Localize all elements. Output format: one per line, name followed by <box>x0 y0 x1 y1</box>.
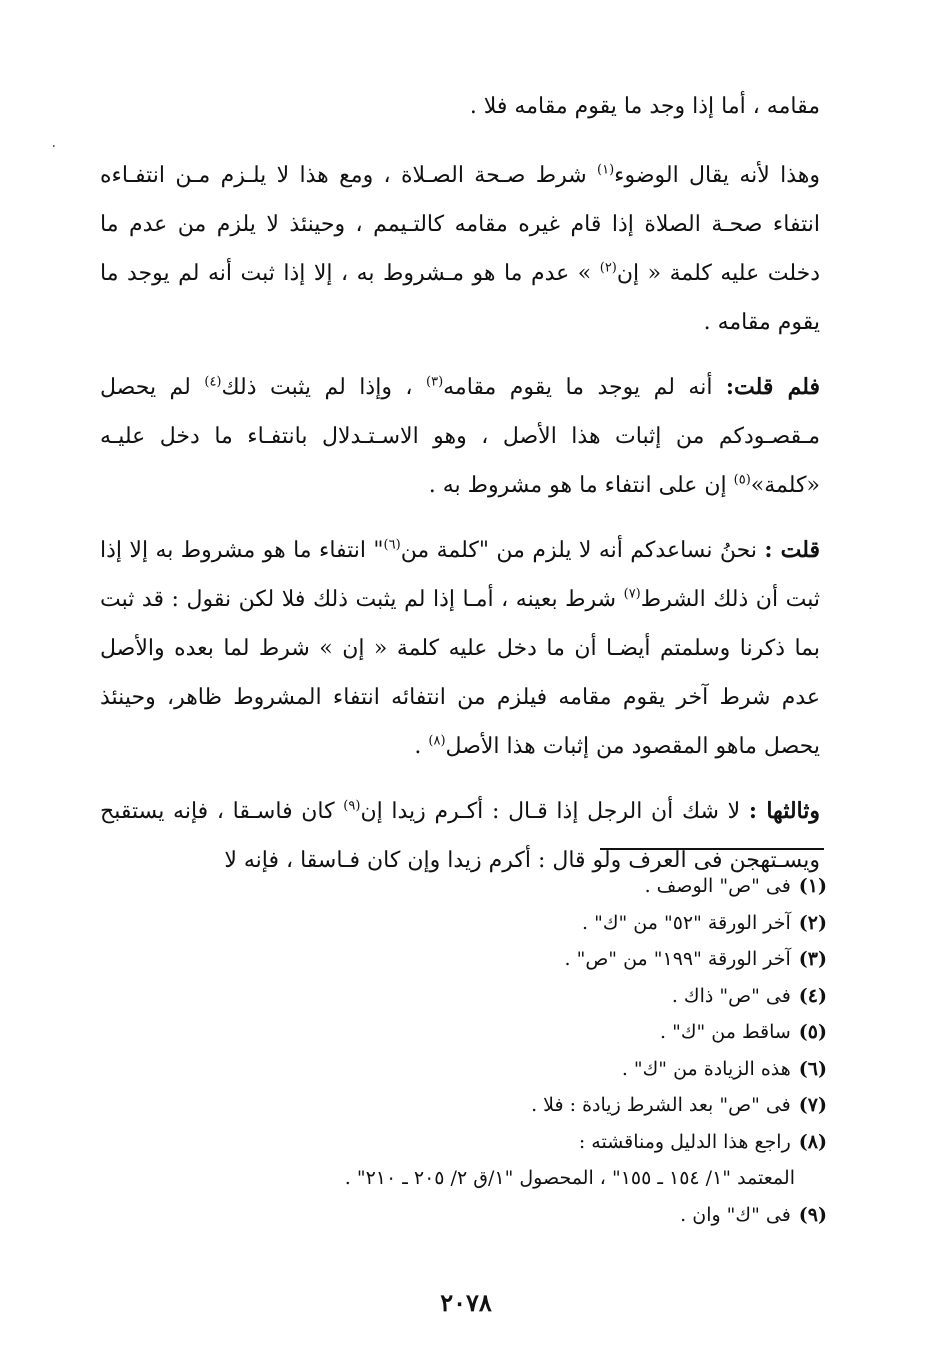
paragraph-text: . <box>414 734 429 759</box>
footnote-number: (٦) <box>798 1057 827 1080</box>
paragraph-text: إن على انتفاء ما هو مشروط به . <box>428 473 734 498</box>
footnote-number: (٧) <box>798 1094 827 1116</box>
footnote-number: (٣) <box>798 948 827 970</box>
footnote-text: المعتمد "١/ ١٥٤ ـ ١٥٥" ، المحصول "١/ق ٢/ ٢٠٥ ـ ٢١٠" . <box>344 1167 795 1189</box>
paragraph-text: لم يحصل مـقصـودكم من إثبات هذا الأصل ، وهو الاسـتـدلال بانتفـاء ما دخل عليـه «كلمة» <box>100 375 820 498</box>
paragraph-1 <box>100 82 820 131</box>
paragraph-3 <box>100 363 820 510</box>
footnote-item <box>107 905 827 942</box>
footnote-text: فى "ص" الوصف . <box>644 875 791 897</box>
footnote-marker[interactable]: (٦) <box>383 537 401 553</box>
footnote-item <box>107 1124 827 1161</box>
footnote-marker[interactable]: (٥) <box>733 472 751 488</box>
footnote-separator <box>600 848 824 850</box>
footnote-marker[interactable]: (١) <box>597 162 615 178</box>
footnote-text: راجع هذا الدليل ومناقشته : <box>578 1130 791 1153</box>
paragraph-text: شرط بعينه ، أمـا إذا لم يثبت ذلك فلا لكن نقول : قد ثبت بما ذكرنا وسلمتم أيضـا أن ما دخل عليه كلمة « إن » شرط لما بعده والأصل عدم شرط آخر يقوم مقامه فيلزم من انتفائه انتفاء المشروط ظاهر، وحينئذ يحصل ماهو المقصود من إثبات هذا الأصل <box>100 587 820 759</box>
footnote-marker[interactable]: (٣) <box>426 374 444 390</box>
paragraph-lead: فلم قلت: <box>725 374 821 400</box>
paragraph-lead: قلت : <box>764 537 820 563</box>
main-text <box>100 82 820 901</box>
footnote-number: (٥) <box>798 1021 827 1043</box>
footnote-text: فى "ص" بعد الشرط زيادة : فلا . <box>531 1094 791 1116</box>
footnote-continuation <box>107 1160 827 1197</box>
footnote-number: (٩) <box>798 1203 827 1226</box>
paragraph-text: نحنُ نساعدكم أنه لا يلزم من "كلمة من <box>400 538 765 563</box>
footnote-marker[interactable]: (٩) <box>343 798 361 814</box>
footnote-item <box>107 868 827 905</box>
paragraph-lead: وثالثها : <box>748 798 820 824</box>
footnote-text: آخر الورقة "٥٢" من "ك" . <box>582 911 791 934</box>
paragraph-text: » عدم ما هو مـشروط به ، إلا إذا ثبت أنه لم يوجد ما يقوم مقامه . <box>100 261 820 335</box>
footnote-number: (١) <box>798 875 827 897</box>
footnote-item <box>107 1051 827 1088</box>
paragraph-text: مقامه ، أما إذا وجد ما يقوم مقامه فلا . <box>469 94 820 119</box>
paragraph-2 <box>100 151 820 347</box>
paragraph-text: شرط صـحة الصـلاة ، ومع هذا لا يلـزم مـن انتفـاءه انتفاء صحـة الصلاة إذا قام غيره مقامه كالتـيمم ، وحينئذ لا يلزم من عدم ما دخلت عليه كلمة « إن <box>100 163 820 286</box>
paragraph-text: " انتفاء ما هو مشروط به إلا إذا ثبت أن ذلك الشرط <box>100 538 820 612</box>
footnote-marker[interactable]: (٨) <box>428 733 446 749</box>
footnote-text: ساقط من "ك" . <box>660 1021 791 1043</box>
paragraph-4 <box>100 526 820 771</box>
footnote-text: فى "ك" وان . <box>680 1203 791 1226</box>
footnote-item <box>107 1014 827 1051</box>
footnote-number: (٤) <box>798 984 827 1007</box>
footnote-item <box>107 941 827 978</box>
footnote-item <box>107 978 827 1015</box>
footnote-item <box>107 1087 827 1124</box>
footnote-number: (٨) <box>798 1130 827 1153</box>
footnote-marker[interactable]: (٤) <box>204 374 222 390</box>
footnote-text: فى "ص" ذاك . <box>671 984 791 1007</box>
footnote-marker[interactable]: (٢) <box>599 260 617 276</box>
footnote-number: (٢) <box>798 911 827 934</box>
paragraph-text: وهذا لأنه يقال الوضوء <box>614 163 820 188</box>
paragraph-text: كان فاسـقا ، فإنه يستقبح ويسـتهجن فى العرف ولو قال : أكرم زيدا وإن كان فـاسقا ، فإنه لا <box>100 799 820 873</box>
footnotes-list <box>107 868 827 1233</box>
footnote-marker[interactable]: (٧) <box>623 586 641 602</box>
footnote-item <box>107 1197 827 1234</box>
footnote-text: هذه الزيادة من "ك" . <box>621 1057 791 1080</box>
paragraph-text: لا شك أن الرجل إذا قـال : أكـرم زيدا إن <box>360 799 749 824</box>
paragraph-text: أنه لم يوجد ما يقوم مقامه <box>443 375 726 400</box>
page-number: ٢٠٧٨ <box>440 1288 492 1317</box>
paragraph-text: ، وإذا لم يثبت ذلك <box>221 375 426 400</box>
stray-mark: ٠ <box>50 138 58 154</box>
footnote-text: آخر الورقة "١٩٩" من "ص" . <box>564 948 791 970</box>
